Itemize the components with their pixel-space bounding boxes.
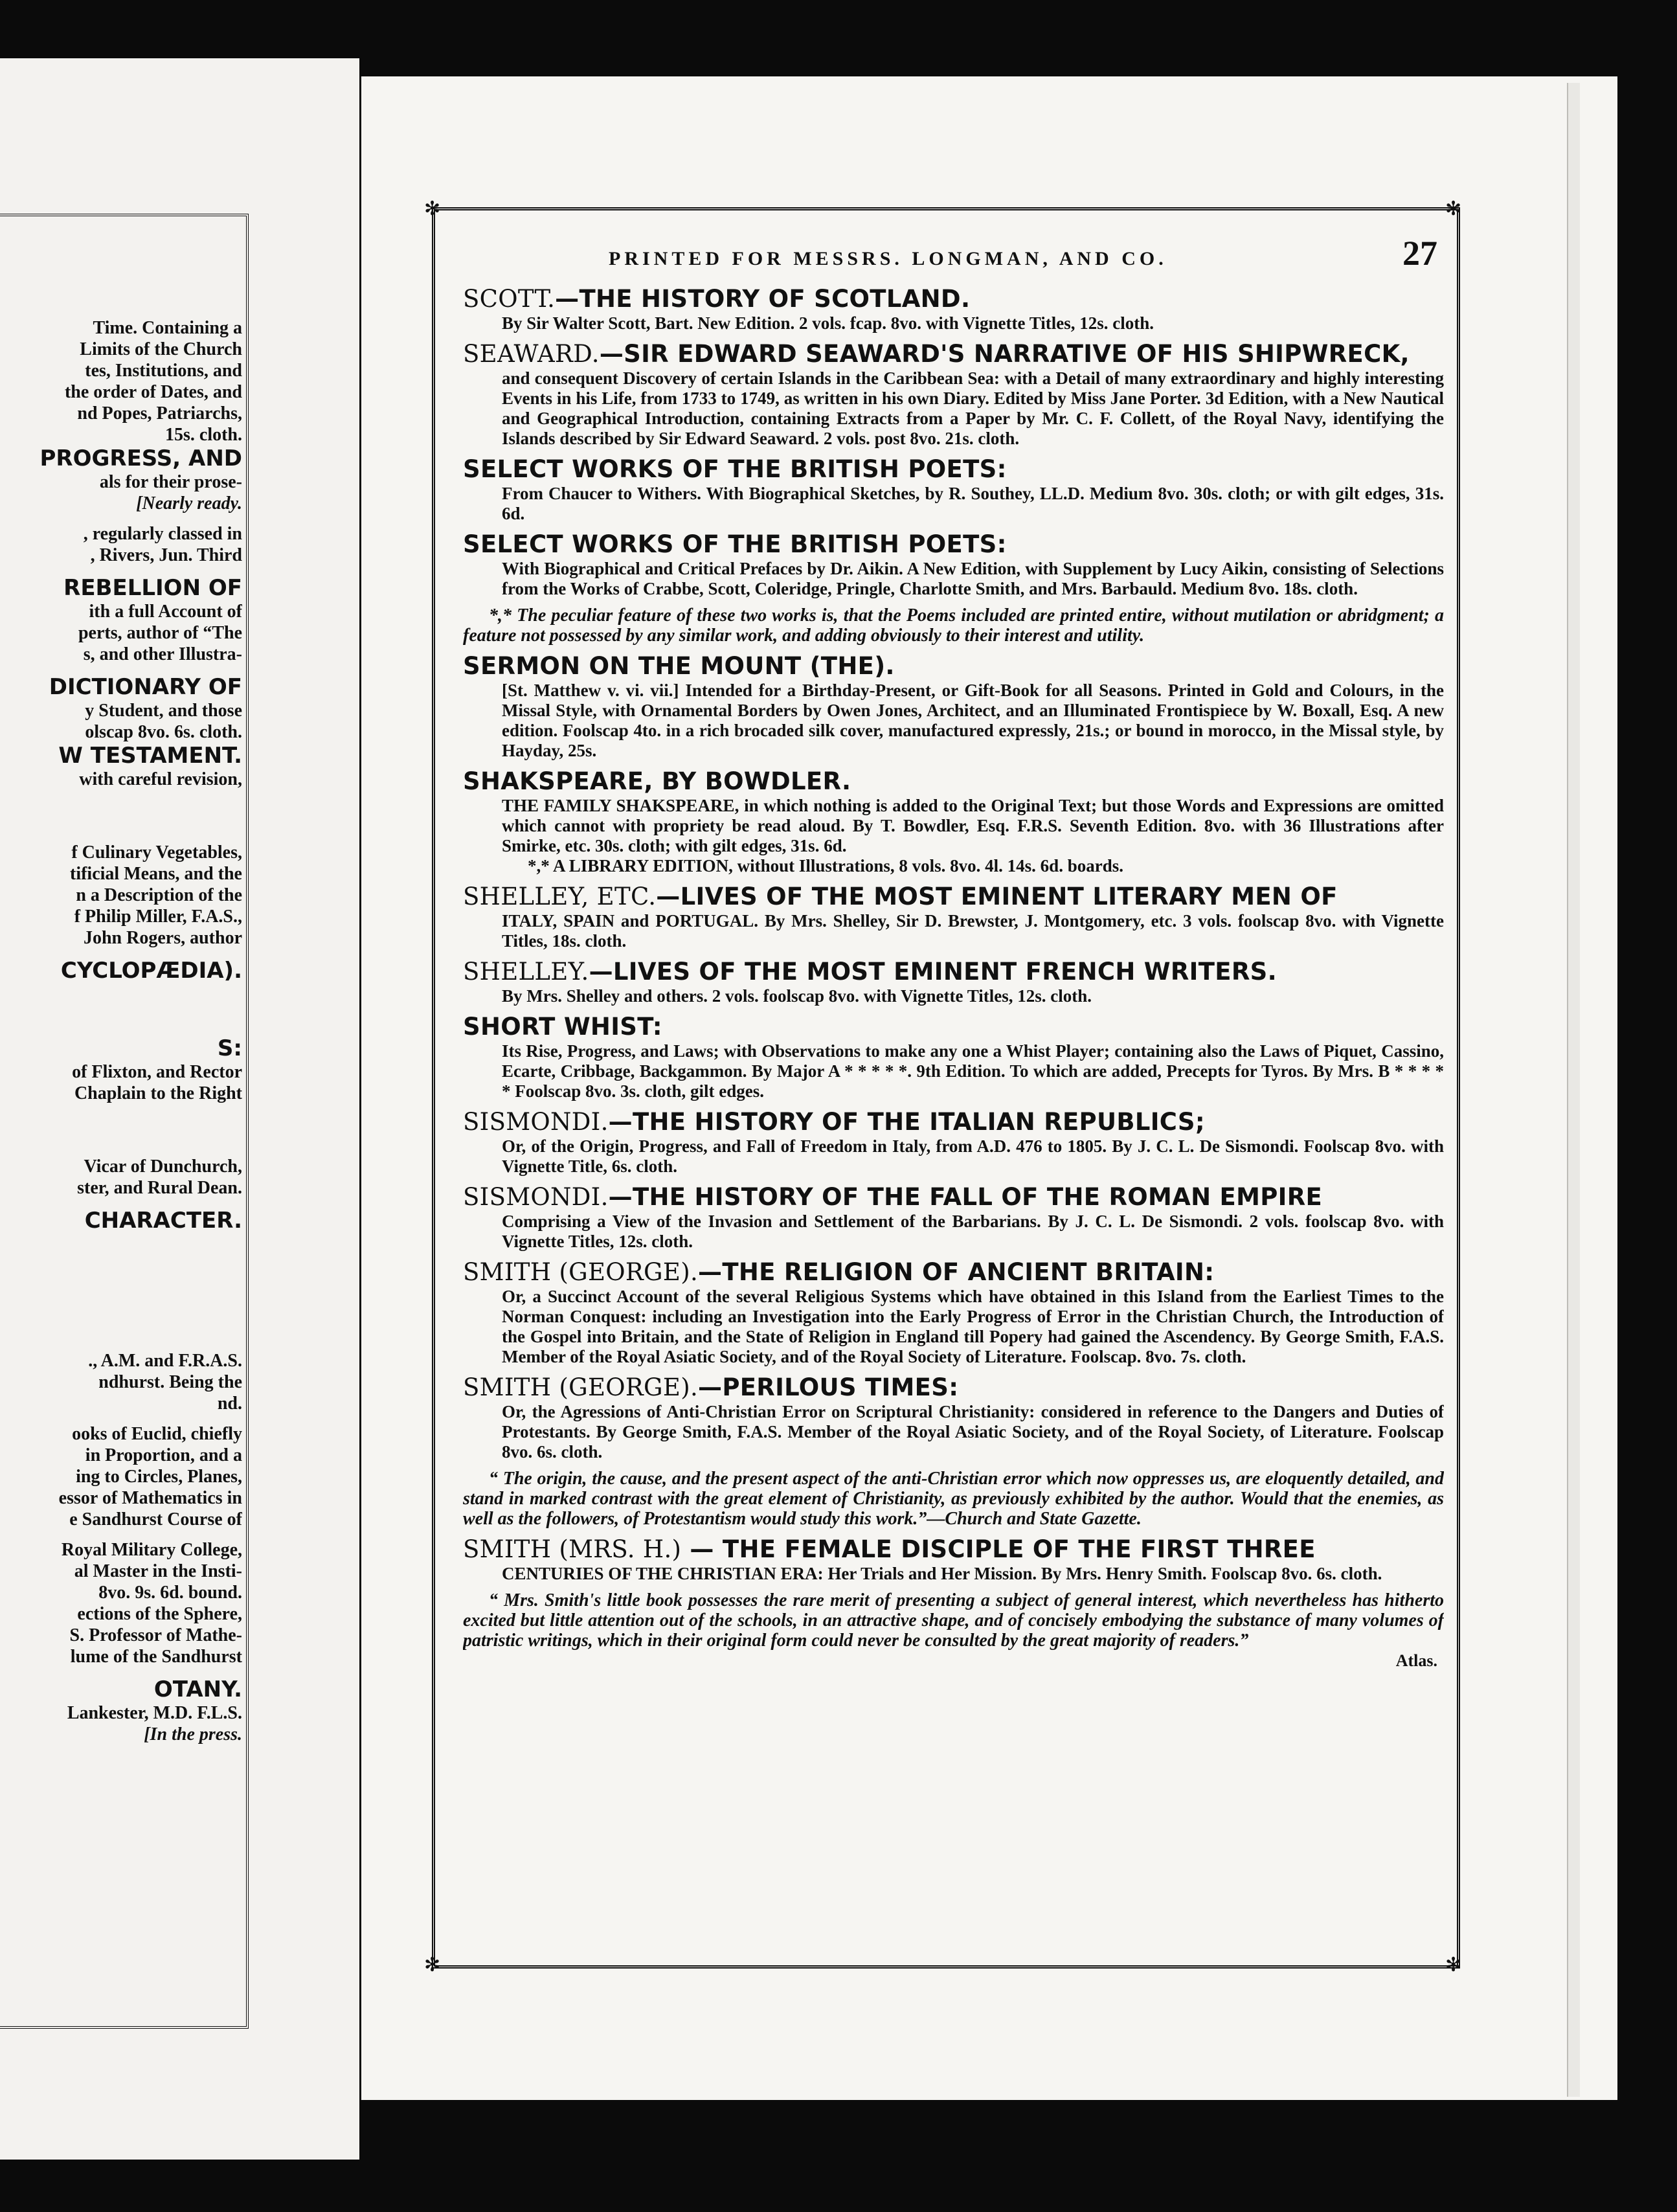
page-content — [463, 233, 1444, 1975]
entry-description: By Sir Walter Scott, Bart. New Edition. 2 vols. fcap. 8vo. with Vignette Titles, 12s. cloth. — [502, 313, 1154, 333]
catalogue-entry — [463, 958, 1444, 1006]
entry-heading — [463, 1258, 1444, 1287]
left-page-line: W TESTAMENT. — [58, 743, 242, 769]
entry-heading — [463, 958, 1444, 986]
left-page-line: nd Popes, Patriarchs, — [77, 403, 242, 423]
left-page-line: ster, and Rural Dean. — [77, 1178, 242, 1198]
editorial-note — [463, 1590, 1444, 1671]
entry-description: CENTURIES OF THE CHRISTIAN ERA: Her Trials and Her Mission. By Mrs. Henry Smith. Foolscap 8vo. 6s. cloth. — [502, 1564, 1382, 1583]
entry-description: and consequent Discovery of certain Islands in the Caribbean Sea: with a Detail of many extraordinary and highly interesting Events in his Life, from 1733 to 1749, as written in his own Diary. Edited by Miss Jane Porter. 3d Edition, with a New Nautical and Geographical Introduction, containing Extracts from a Paper by Mr. C. F. Collett, of the Royal Navy, identifying the Islands described by Sir Edward Seaward. 2 vols. post 8vo. 21s. cloth. — [502, 368, 1444, 448]
left-page-line: DICTIONARY OF — [49, 674, 242, 700]
catalogue-entry — [463, 652, 1444, 761]
left-page-line: al Master in the Insti- — [74, 1561, 242, 1581]
left-page-line: [In the press. — [144, 1724, 242, 1744]
entry-description: Or, of the Origin, Progress, and Fall of Freedom in Italy, from A.D. 476 to 1805. By J. C. L. De Sismondi. Foolscap 8vo. with Vignette Title, 6s. cloth. — [502, 1136, 1444, 1176]
entry-title: SHORT WHIST: — [463, 1013, 662, 1041]
entry-description: By Mrs. Shelley and others. 2 vols. foolscap 8vo. with Vignette Titles, 12s. cloth. — [502, 986, 1092, 1006]
left-page-line: of Flixton, and Rector — [72, 1062, 242, 1082]
left-page-line: with careful revision, — [79, 769, 242, 789]
entry-description: Or, a Succinct Account of the several Religious Systems which have obtained in this Island from the Earliest Times to the Norman Conquest: including an Investigation into the Early Progress of Error in the Christian Church, the Introduction of the Gospel into Britain, and the State of Religion in England till Popery had gained the Ascendency. By George Smith, F.A.S. Member of the Royal Asiatic Society, and of the Royal Society of Literature. Foolscap. 8vo. 7s. cloth. — [502, 1287, 1444, 1366]
entry-title: —THE HISTORY OF SCOTLAND. — [555, 285, 971, 313]
spacer — [0, 790, 242, 842]
entry-heading — [463, 652, 1444, 681]
entry-heading — [463, 1013, 1444, 1041]
left-page-line: Royal Military College, — [61, 1540, 242, 1560]
catalogue-entry — [463, 1108, 1444, 1177]
spacer — [0, 1414, 242, 1423]
left-page-line: in Proportion, and a — [85, 1445, 242, 1465]
catalogue-entry — [463, 1535, 1444, 1584]
catalogue-entry — [463, 1183, 1444, 1252]
entry-list — [463, 285, 1444, 1671]
left-page-line: OTANY. — [153, 1676, 242, 1702]
left-page-line: perts, author of “The — [78, 623, 242, 643]
page-edge — [1567, 83, 1580, 2097]
catalogue-entry — [463, 530, 1444, 599]
left-page-line: essor of Mathematics in — [58, 1488, 242, 1508]
left-page-line: f Philip Miller, F.A.S., — [74, 907, 242, 927]
entry-author: SISMONDI. — [463, 1183, 609, 1211]
entry-description: THE FAMILY SHAKSPEARE, in which nothing is added to the Original Text; but those Words and Expressions are omitted which cannot with propriety be read aloud. By T. Bowdler, Esq. F.R.S. Seventh Edition. 8vo. with 36 Illustrations after Smirke, etc. 30s. cloth; with gilt edges, 31s. 6d. — [502, 796, 1444, 855]
note-text: “ Mrs. Smith's little book possesses the rare merit of presenting a subject of general interest, which nevertheless has hitherto excited but little attention out of the schools, in an attractive shape, and of concisely embodying the substance of many volumes of patristic writings, which in their original form could never be consulted by the great majority of readers.” — [463, 1590, 1444, 1651]
entry-author: SCOTT. — [463, 285, 556, 313]
spacer — [0, 1104, 242, 1156]
spacer — [0, 949, 242, 958]
spacer — [0, 665, 242, 674]
entry-heading — [463, 1373, 1444, 1402]
entry-title: SELECT WORKS OF THE BRITISH POETS: — [463, 530, 1007, 558]
entry-author: SHELLEY, ETC. — [463, 883, 657, 910]
entry-title: — THE FEMALE DISCIPLE OF THE FIRST THREE — [681, 1535, 1316, 1563]
left-page-line: Chaplain to the Right — [74, 1083, 242, 1103]
entry-author: SMITH (GEORGE). — [463, 1373, 699, 1401]
catalogue-entry — [463, 767, 1444, 876]
corner-ornament-icon: ✻ — [1445, 1954, 1462, 1976]
note-text: “ The origin, the cause, and the present aspect of the anti-Christian error which now oppresses us, are eloquently detailed, and stand in marked contrast with the great element of Christianity, as previously exhibited by the author. Would that the enemies, as well as the followers, of Protestantism would study this work.”—Church and State Gazette. — [463, 1469, 1444, 1529]
entry-description: Comprising a View of the Invasion and Settlement of the Barbarians. By J. C. L. De Sismondi. 2 vols. foolscap 8vo. with Vignette Titles, 12s. cloth. — [502, 1212, 1444, 1251]
left-page-line: ing to Circles, Planes, — [76, 1467, 242, 1487]
entry-heading — [463, 767, 1444, 796]
left-page-line: PROGRESS, AND — [39, 446, 242, 471]
left-page-line: CHARACTER. — [84, 1208, 242, 1234]
note-text: *,* The peculiar feature of these two works is, that the Poems included are printed entire, without mutilation or abridgment; a feature not possessed by any similar work, and adding obviously to their interest and utility. — [463, 605, 1444, 646]
catalogue-entry — [463, 1013, 1444, 1101]
entry-heading — [463, 455, 1444, 484]
left-page-line: , regularly classed in — [83, 524, 242, 544]
left-page-line: CYCLOPÆDIA). — [60, 958, 242, 984]
running-header — [463, 233, 1444, 278]
spacer — [0, 1667, 242, 1676]
entry-description: ITALY, SPAIN and PORTUGAL. By Mrs. Shelley, Sir D. Brewster, J. Montgomery, etc. 3 vols. foolscap 8vo. with Vignette Titles, 18s. cloth. — [502, 911, 1444, 951]
entry-title: —SIR EDWARD SEAWARD'S NARRATIVE OF HIS SHIPWRECK, — [599, 340, 1410, 368]
entry-description: Or, the Agressions of Anti-Christian Error on Scriptural Christianity: considered in reference to the Dangers and Duties of Protestants. By George Smith, F.A.S. Member of the Royal Asiatic Society, and of the Royal Society, of Literature. Foolscap 8vo. 6s. cloth. — [502, 1402, 1444, 1462]
left-page-line: tificial Means, and the — [70, 864, 242, 884]
left-page-line: S. Professor of Mathe- — [69, 1625, 242, 1645]
left-facing-page — [0, 58, 359, 2160]
left-page-line: Limits of the Church — [80, 339, 242, 359]
left-page-line: e Sandhurst Course of — [69, 1509, 242, 1529]
editorial-note — [463, 1469, 1444, 1529]
entry-heading — [463, 883, 1444, 911]
left-page-line: REBELLION OF — [63, 575, 242, 601]
spacer — [0, 984, 242, 1035]
entry-heading — [463, 1183, 1444, 1212]
catalogue-entry — [463, 285, 1444, 333]
entry-author: SMITH (MRS. H.) — [463, 1535, 682, 1563]
entry-title: —LIVES OF THE MOST EMINENT FRENCH WRITERS. — [589, 958, 1277, 986]
entry-description: [St. Matthew v. vi. vii.] Intended for a Birthday-Present, or Gift-Book for all Seasons. Printed in Gold and Colours, in the Missal Style, with Ornamental Borders by Owen Jones, Architect, and an Illuminated Frontispiece by W. Boxall, Esq. A new edition. Foolscap 4to. in a rich brocaded silk cover, manufactured expressly, 21s.; or bound in morocco, in the Missal style, by Hayday, 25s. — [502, 681, 1444, 760]
left-page-line: als for their prose- — [99, 472, 242, 492]
entry-heading — [463, 340, 1444, 368]
spacer — [0, 566, 242, 575]
entry-title: —PERILOUS TIMES: — [698, 1373, 959, 1401]
entry-title: SERMON ON THE MOUNT (THE). — [463, 652, 895, 680]
entry-author: SISMONDI. — [463, 1108, 609, 1136]
left-page-line: 8vo. 9s. 6d. bound. — [98, 1583, 242, 1603]
left-page-line: tes, Institutions, and — [85, 361, 242, 381]
entry-subnote: *,* A LIBRARY EDITION, without Illustrations, 8 vols. 8vo. 4l. 14s. 6d. boards. — [528, 856, 1123, 875]
left-page-line: S: — [217, 1035, 242, 1061]
left-page-line: Lankester, M.D. F.L.S. — [67, 1703, 242, 1723]
entry-title: —THE RELIGION OF ANCIENT BRITAIN: — [698, 1258, 1215, 1286]
spacer — [0, 1199, 242, 1208]
left-page-line: John Rogers, author — [83, 928, 242, 948]
entry-title: —THE HISTORY OF THE FALL OF THE ROMAN EMPIRE — [608, 1183, 1323, 1211]
entry-heading — [463, 530, 1444, 559]
spacer — [0, 1530, 242, 1539]
left-page-line: , Rivers, Jun. Third — [90, 545, 242, 565]
left-page-line: ooks of Euclid, chiefly — [72, 1424, 242, 1444]
entry-description: From Chaucer to Withers. With Biographical Sketches, by R. Southey, LL.D. Medium 8vo. 30s. cloth; or with gilt edges, 31s. 6d. — [502, 484, 1444, 523]
corner-ornament-icon: ✻ — [424, 1954, 441, 1976]
catalogue-entry — [463, 883, 1444, 951]
entry-author: SEAWARD. — [463, 340, 600, 368]
spacer — [0, 1234, 242, 1350]
running-title: PRINTED FOR MESSRS. LONGMAN, AND CO. — [609, 248, 1167, 269]
left-page-line: [Nearly ready. — [136, 493, 242, 514]
entry-title: —LIVES OF THE MOST EMINENT LITERARY MEN OF — [656, 883, 1338, 910]
left-page-line: ., A.M. and F.R.A.S. — [88, 1351, 242, 1371]
left-page-line: lume of the Sandhurst — [70, 1647, 242, 1667]
entry-heading — [463, 1108, 1444, 1136]
corner-ornament-icon: ✻ — [424, 198, 441, 220]
entry-title: —THE HISTORY OF THE ITALIAN REPUBLICS; — [608, 1108, 1205, 1136]
entry-description: Its Rise, Progress, and Laws; with Observations to make any one a Whist Player; containing also the Laws of Piquet, Cassino, Ecarte, Cribbage, Backgammon. By Major A * * * * *. 9th Edition. To which are added, Precepts for Tyros. By Mrs. B * * * * * Foolscap 8vo. 3s. cloth, gilt edges. — [502, 1041, 1444, 1101]
page-number: 27 — [1402, 234, 1437, 273]
left-page-text — [0, 317, 242, 2066]
left-page-line: ections of the Sphere, — [77, 1604, 242, 1624]
entry-author: SMITH (GEORGE). — [463, 1258, 699, 1286]
left-page-line: y Student, and those — [85, 701, 242, 721]
quote-source: Atlas. — [1395, 1651, 1437, 1670]
left-page-line: n a Description of the — [76, 885, 242, 905]
spacer — [0, 514, 242, 523]
entry-title: SELECT WORKS OF THE BRITISH POETS: — [463, 455, 1007, 483]
corner-ornament-icon: ✻ — [1445, 198, 1462, 220]
left-page-line: ndhurst. Being the — [98, 1372, 242, 1392]
left-page-line: olscap 8vo. 6s. cloth. — [85, 722, 242, 742]
left-page-line: nd. — [217, 1394, 242, 1414]
left-page-line: 15s. cloth. — [165, 425, 242, 445]
left-page-line: Time. Containing a — [93, 318, 242, 338]
catalogue-entry — [463, 1373, 1444, 1462]
entry-description: With Biographical and Critical Prefaces by Dr. Aikin. A New Edition, with Supplement by Lucy Aikin, consisting of Selections from the Works of Crabbe, Scott, Coleridge, Pringle, Charlotte Smith, and Mrs. Barbauld. Medium 8vo. 18s. cloth. — [502, 559, 1444, 598]
catalogue-entry — [463, 1258, 1444, 1367]
left-page-line: s, and other Illustra- — [83, 644, 242, 664]
entry-author: SHELLEY. — [463, 958, 589, 986]
left-page-line: the order of Dates, and — [64, 382, 242, 402]
left-page-line: ith a full Account of — [89, 602, 242, 622]
left-page-line: Vicar of Dunchurch, — [84, 1157, 242, 1177]
entry-heading — [463, 1535, 1444, 1564]
left-page-line: f Culinary Vegetables, — [71, 842, 242, 863]
editorial-note — [463, 605, 1444, 646]
entry-heading — [463, 285, 1444, 313]
catalogue-entry — [463, 455, 1444, 524]
catalogue-entry — [463, 340, 1444, 449]
entry-title: SHAKSPEARE, BY BOWDLER. — [463, 767, 851, 795]
